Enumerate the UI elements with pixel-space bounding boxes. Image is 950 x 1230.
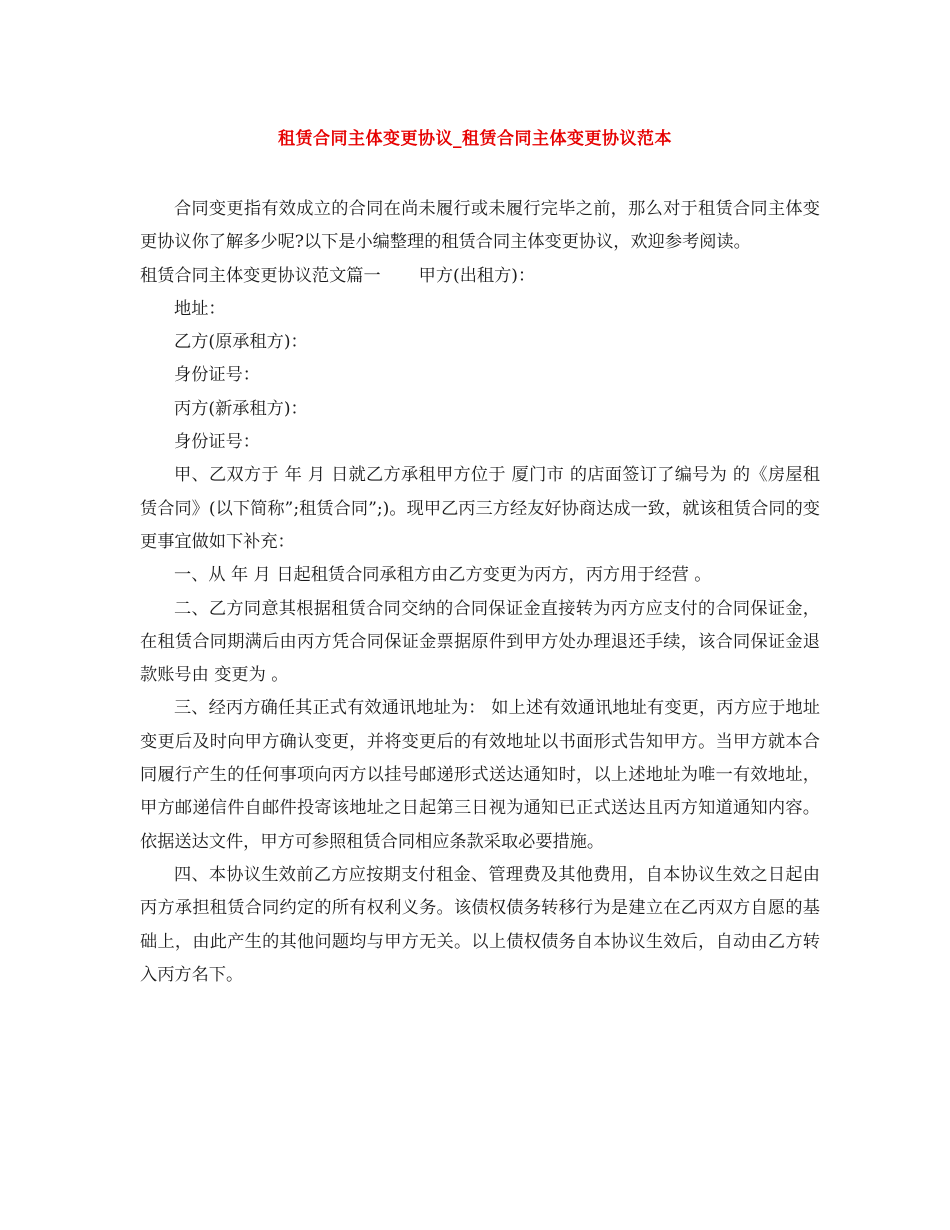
party-b-id-label: 身份证号：	[174, 365, 260, 386]
clause-4: 四、本协议生效前乙方应按期支付租金、管理费及其他费用，自本协议生效之日起由丙方承担租赁合同约定的所有权利义务。该债权债务转移行为是建立在乙丙双方自愿的基础上，由此产生的其他问题均与甲方无关。以上债权债务自本协议生效后，自动由乙方转入丙方名下。	[140, 864, 820, 985]
party-c-id-label: 身份证号：	[174, 432, 260, 453]
party-b-label: 乙方(原承租方)：	[174, 332, 308, 353]
party-c-label: 丙方(新承租方)：	[174, 398, 308, 419]
section-heading: 租赁合同主体变更协议范文篇一	[140, 265, 381, 286]
party-a-label: 甲方(出租方)：	[418, 265, 536, 286]
intro-paragraph: 合同变更指有效成立的合同在尚未履行或未履行完毕之前，那么对于租赁合同主体变更协议你了解多少呢?以下是小编整理的租赁合同主体变更协议，欢迎参考阅读。	[140, 199, 820, 253]
clause-1: 一、从 年 月 日起租赁合同承租方由乙方变更为丙方，丙方用于经营 。	[174, 565, 712, 586]
preamble-paragraph: 甲、乙双方于 年 月 日就乙方承租甲方位于 厦门市 的店面签订了编号为 的《房屋租赁合同》(以下简称”;租赁合同”;)。现甲乙丙三方经友好协商达成一致，就该租赁合同的变更事宜做如下补充：	[140, 465, 820, 552]
section-heading-line	[140, 260, 820, 293]
document-body	[140, 193, 820, 992]
clause-2: 二、乙方同意其根据租赁合同交纳的合同保证金直接转为丙方应支付的合同保证金，在租赁合同期满后由丙方凭合同保证金票据原件到甲方处办理退还手续，该合同保证金退款账号由 变更为 。	[140, 598, 820, 686]
address-label: 地址：	[174, 298, 226, 319]
document-title: 租赁合同主体变更协议_租赁合同主体变更协议范本	[278, 129, 672, 149]
clause-3: 三、经丙方确任其正式有效通讯地址为： 如上述有效通讯地址有变更，丙方应于地址变更后及时向甲方确认变更，并将变更后的有效地址以书面形式告知甲方。当甲方就本合同履行产生的任何事项向丙方以挂号邮递形式送达通知时，以上述地址为唯一有效地址，甲方邮递信件自邮件投寄该地址之日起第三日视为通知已正式送达且丙方知道通知内容。依据送达文件，甲方可参照租赁合同相应条款采取必要措施。	[140, 698, 820, 852]
